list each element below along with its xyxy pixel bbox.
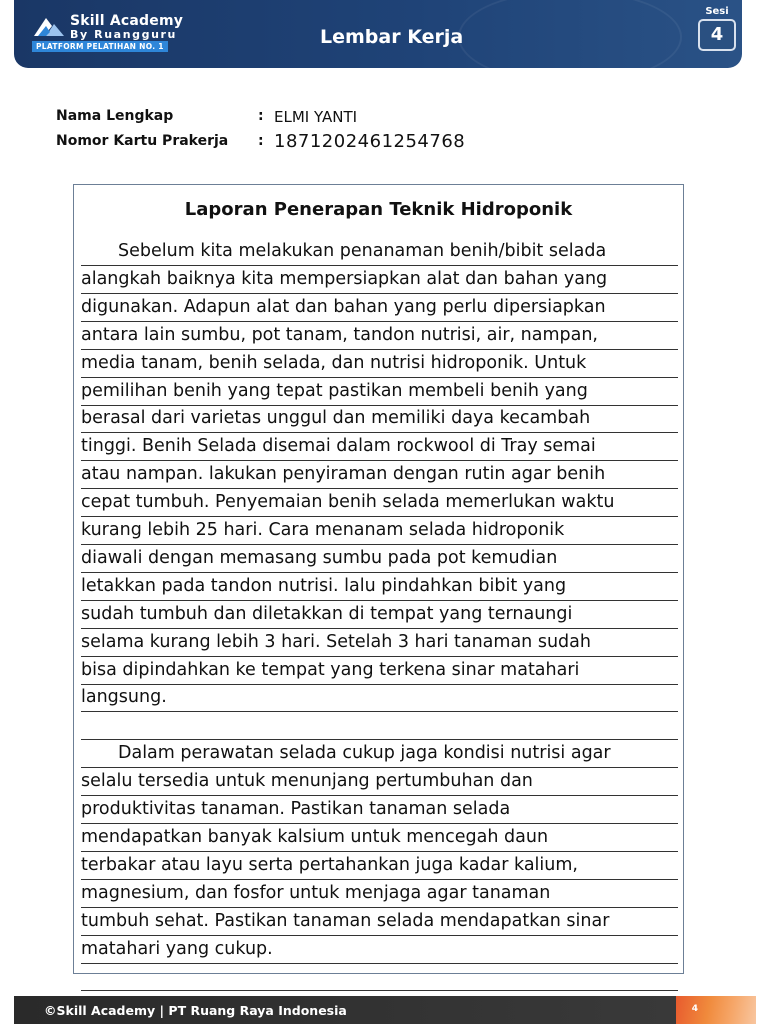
name-value: ELMI YANTI bbox=[274, 108, 358, 126]
footer-page-number: 4 bbox=[691, 1004, 698, 1014]
report-title: Laporan Penerapan Teknik Hidroponik bbox=[184, 199, 573, 220]
page-header bbox=[14, 0, 742, 68]
skill-academy-logo bbox=[32, 12, 202, 56]
report-line: cepat tumbuh. Penyemaian benih selada memerlukan waktu bbox=[81, 490, 678, 517]
brand-name: Skill Academy bbox=[70, 13, 184, 29]
session-badge bbox=[696, 6, 738, 58]
report-line: alangkah baiknya kita mempersiapkan alat dan bahan yang bbox=[81, 267, 678, 294]
blank-ruled-line bbox=[81, 964, 678, 991]
session-number: 4 bbox=[698, 19, 736, 51]
report-line: sudah tumbuh dan diletakkan di tempat yang ternaungi bbox=[81, 602, 678, 629]
footer-accent bbox=[676, 996, 756, 1024]
page-title: Lembar Kerja bbox=[320, 26, 464, 48]
session-label: Sesi bbox=[705, 6, 729, 17]
card-number-value: 1871202461254768 bbox=[274, 131, 466, 152]
header-decoration bbox=[458, 0, 682, 68]
report-line: berasal dari varietas unggul dan memiliki daya kecambah bbox=[81, 406, 678, 433]
card-number-colon: : bbox=[258, 133, 264, 149]
brand-tagline: PLATFORM PELATIHAN NO. 1 bbox=[32, 41, 168, 52]
name-label: Nama Lengkap bbox=[56, 108, 174, 124]
report-line: antara lain sumbu, pot tanam, tandon nutrisi, air, nampan, bbox=[81, 323, 678, 350]
report-line: magnesium, dan fosfor untuk menjaga agar tanaman bbox=[81, 881, 678, 908]
report-line: mendapatkan banyak kalsium untuk mencegah daun bbox=[81, 825, 678, 852]
report-line: letakkan pada tandon nutrisi. lalu pindahkan bibit yang bbox=[81, 574, 678, 601]
report-line: selalu tersedia untuk menunjang pertumbuhan dan bbox=[81, 769, 678, 796]
page-footer bbox=[14, 996, 756, 1024]
report-line: pemilihan benih yang tepat pastikan membeli benih yang bbox=[81, 379, 678, 406]
report-line: tumbuh sehat. Pastikan tanaman selada mendapatkan sinar bbox=[81, 909, 678, 936]
report-line: Sebelum kita melakukan penanaman benih/bibit selada bbox=[81, 239, 678, 266]
report-line: kurang lebih 25 hari. Cara menanam selada hidroponik bbox=[81, 518, 678, 545]
blank-ruled-line bbox=[81, 713, 678, 740]
report-line: atau nampan. lakukan penyiraman dengan rutin agar benih bbox=[81, 462, 678, 489]
report-line: tinggi. Benih Selada disemai dalam rockwool di Tray semai bbox=[81, 434, 678, 461]
report-line: bisa dipindahkan ke tempat yang terkena sinar matahari bbox=[81, 658, 678, 685]
brand-subtitle: By Ruangguru bbox=[70, 28, 177, 41]
report-line: digunakan. Adapun alat dan bahan yang perlu dipersiapkan bbox=[81, 295, 678, 322]
report-line: produktivitas tanaman. Pastikan tanaman selada bbox=[81, 797, 678, 824]
report-line: selama kurang lebih 3 hari. Setelah 3 hari tanaman sudah bbox=[81, 630, 678, 657]
card-number-label: Nomor Kartu Prakerja bbox=[56, 133, 229, 149]
report-box bbox=[73, 184, 684, 974]
report-line: matahari yang cukup. bbox=[81, 937, 678, 964]
report-line: terbakar atau layu serta pertahankan juga kadar kalium, bbox=[81, 853, 678, 880]
report-line: diawali dengan memasang sumbu pada pot kemudian bbox=[81, 546, 678, 573]
footer-copyright: ©Skill Academy | PT Ruang Raya Indonesia bbox=[44, 1003, 347, 1018]
report-line: langsung. bbox=[81, 685, 678, 712]
logo-mark-icon bbox=[32, 14, 66, 40]
report-line: media tanam, benih selada, dan nutrisi hidroponik. Untuk bbox=[81, 351, 678, 378]
name-colon: : bbox=[258, 108, 264, 124]
report-line: Dalam perawatan selada cukup jaga kondisi nutrisi agar bbox=[81, 741, 678, 768]
